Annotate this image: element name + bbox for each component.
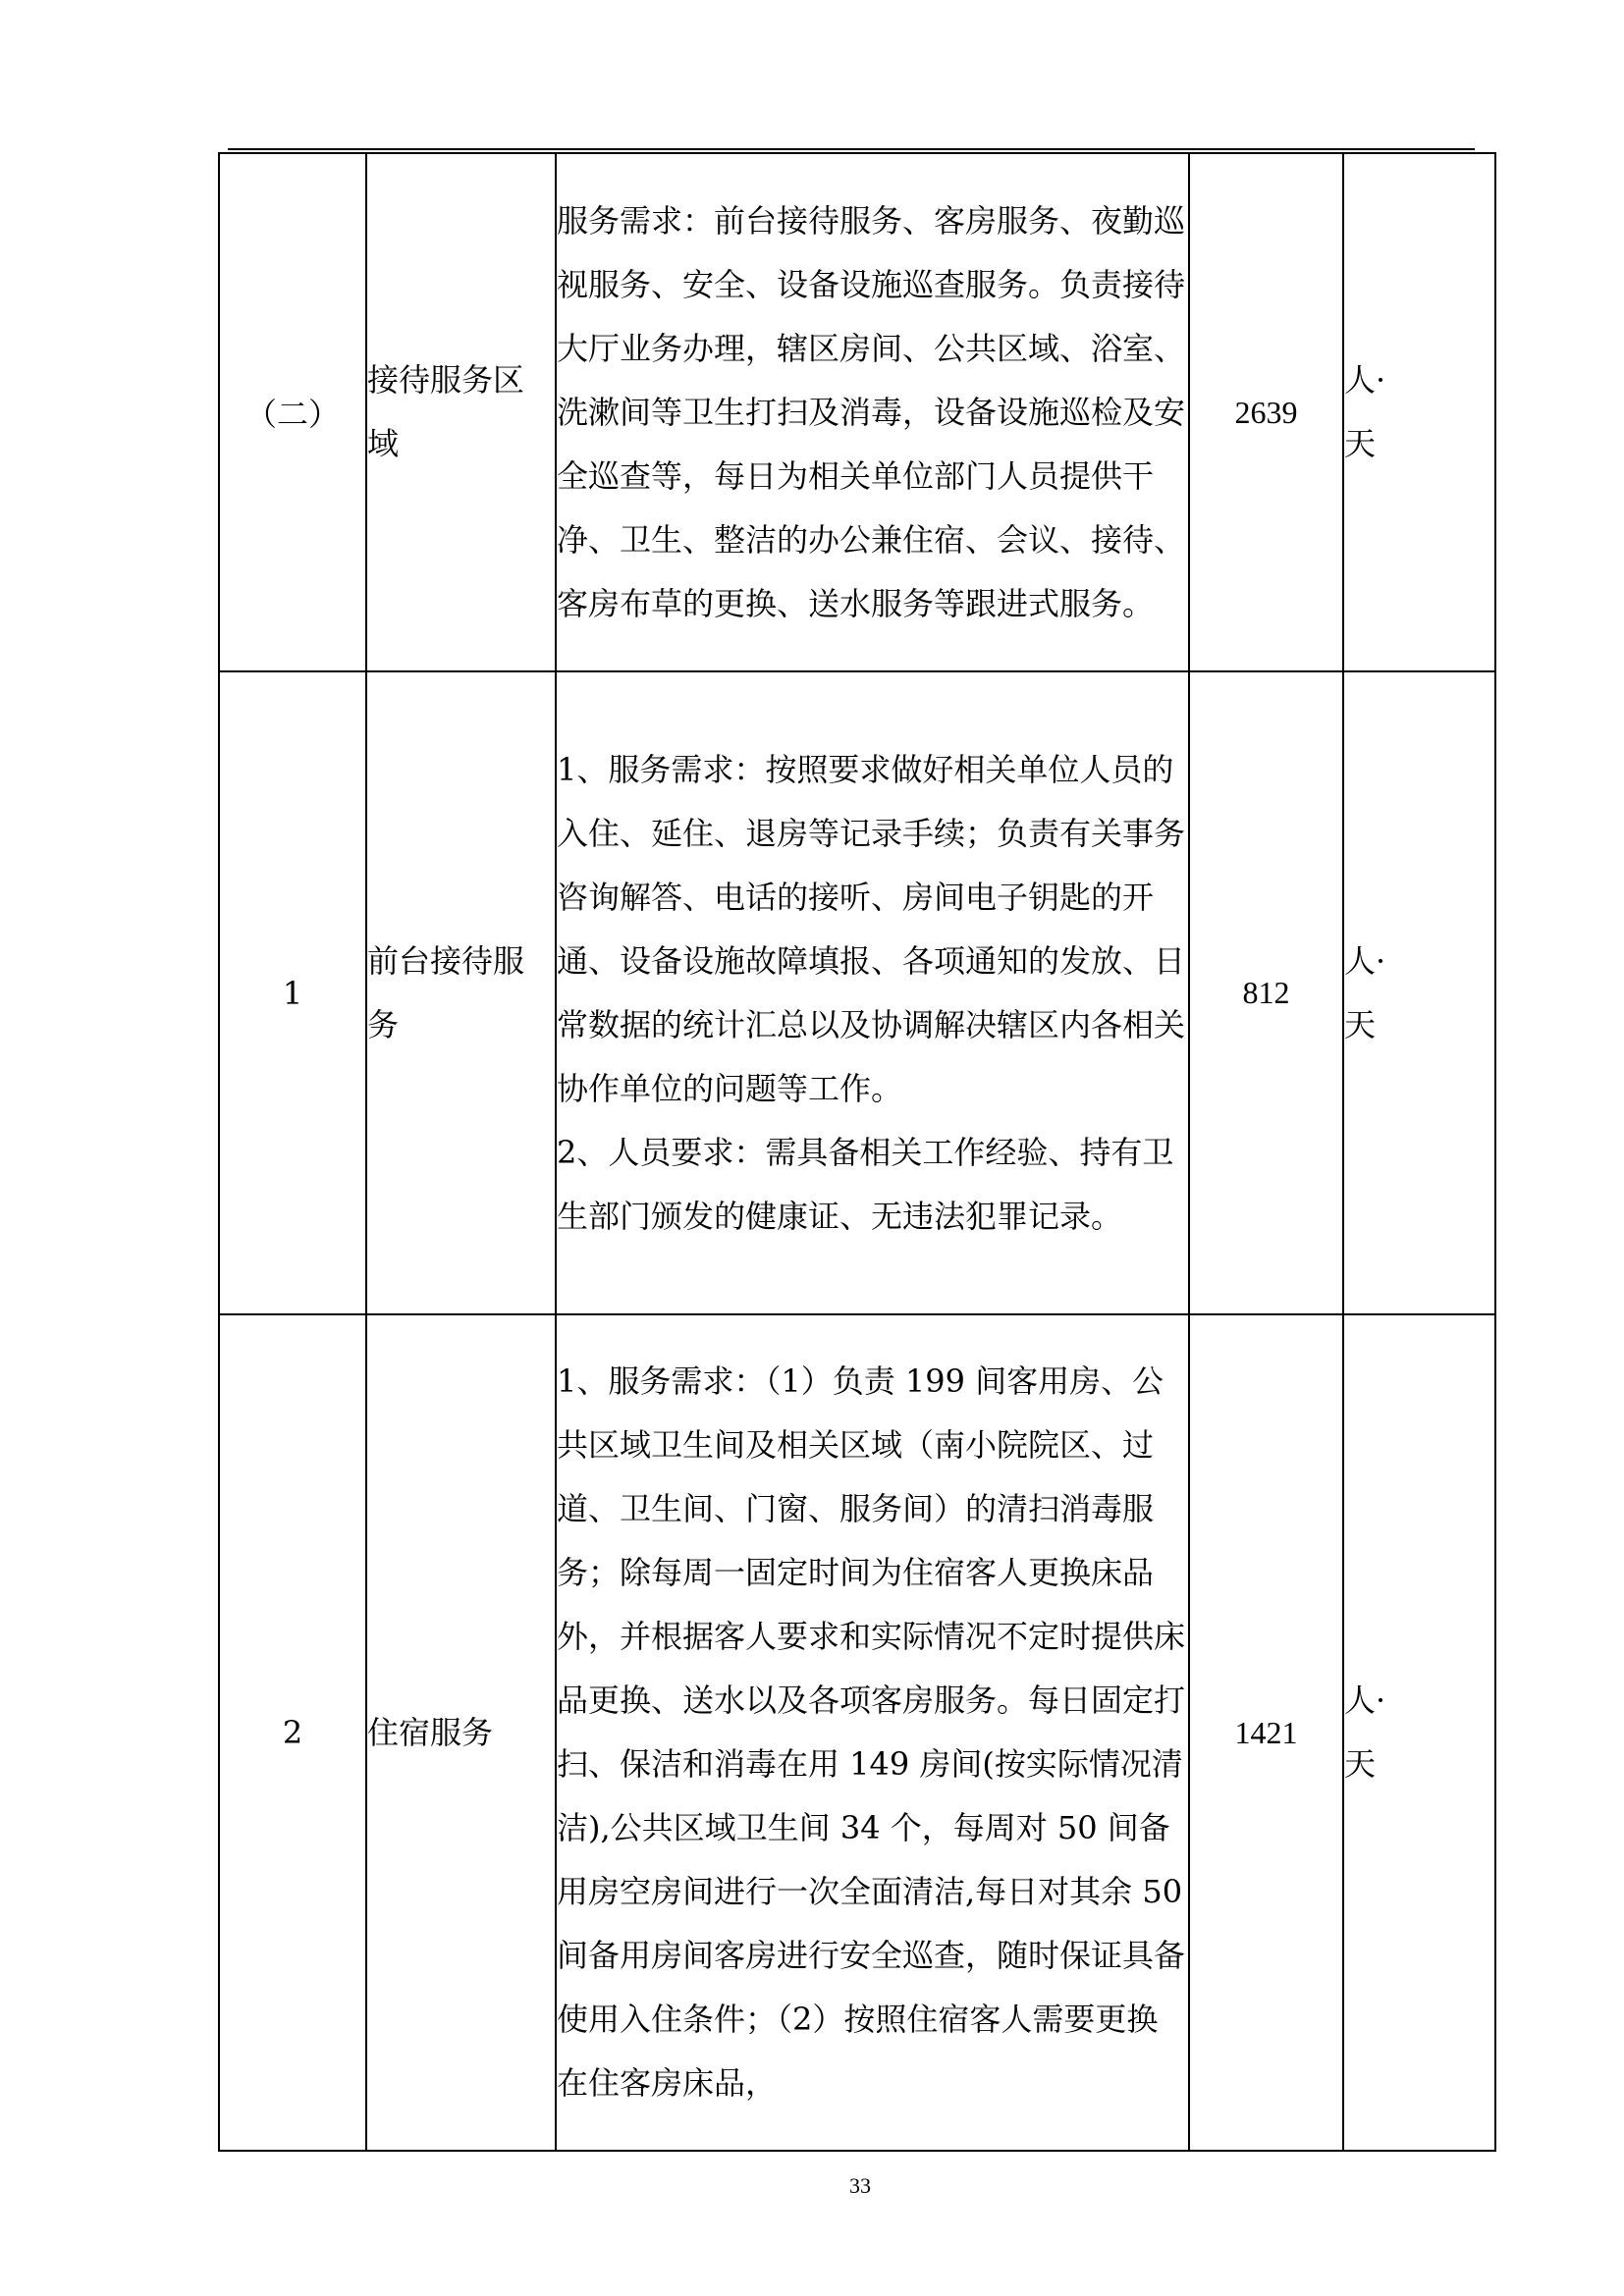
description-paragraph: 2、人员要求：需具备相关工作经验、持有卫生部门颁发的健康证、无违法犯罪记录。 bbox=[557, 1133, 1174, 1235]
unit-line: 人· bbox=[1344, 941, 1386, 980]
row-number: （二） bbox=[219, 153, 366, 671]
description-paragraph: 1、服务需求：按照要求做好相关单位人员的入住、延住、退房等记录手续；负责有关事务咨询解答、电话的接听、房间电子钥匙的开通、设备设施故障填报、各项通知的发放、日常数据的统计汇总以及协调解决辖区内各相关协作单位的问题等工作。 bbox=[557, 750, 1186, 1107]
unit bbox=[1343, 671, 1495, 1314]
unit-line: 天 bbox=[1344, 425, 1377, 462]
header-rule bbox=[228, 148, 1475, 150]
description-paragraph: 1、服务需求：（1）负责 199 间客用房、公共区域卫生间及相关区域（南小院院区、过道、卫生间、门窗、服务间）的清扫消毒服务；除每周一固定时间为住宿客人更换床品外，并根据客人要求和实际情况不定时提供床品更换、送水以及各项客房服务。每日固定打扫、保洁和消毒在用 149 房间(按实际情况清洁),公共区域卫生间 34 个，每周对 50 间备用房空房间进行一次全面清洁,每日对其余 50 间备用房间客房进行安全巡查，随时保证具备使用入住条件；（2）按照住宿客人需要更换在住客房床品， bbox=[557, 1362, 1186, 2102]
service-description bbox=[556, 153, 1189, 671]
table-row bbox=[219, 671, 1495, 1314]
unit-line: 天 bbox=[1344, 1745, 1377, 1783]
unit-line: 人· bbox=[1344, 1682, 1386, 1719]
service-item: 接待服务区域 bbox=[366, 153, 556, 671]
page-number: 33 bbox=[849, 2173, 871, 2198]
row-number: 2 bbox=[219, 1314, 366, 2151]
quantity: 1421 bbox=[1189, 1314, 1343, 2151]
service-item: 住宿服务 bbox=[366, 1314, 556, 2151]
quantity: 2639 bbox=[1189, 153, 1343, 671]
service-item: 前台接待服务 bbox=[366, 671, 556, 1314]
unit-line: 天 bbox=[1344, 1005, 1377, 1043]
unit bbox=[1343, 1314, 1495, 2151]
description-paragraph: 服务需求：前台接待服务、客房服务、夜勤巡视服务、安全、设备设施巡查服务。负责接待大厅业务办理，辖区房间、公共区域、浴室、洗漱间等卫生打扫及消毒，设备设施巡检及安全巡查等，每日为相关单位部门人员提供干净、卫生、整洁的办公兼住宿、会议、接待、客房布草的更换、送水服务等跟进式服务。 bbox=[557, 201, 1186, 622]
table-row bbox=[219, 1314, 1495, 2151]
service-table bbox=[218, 152, 1496, 2152]
quantity: 812 bbox=[1189, 671, 1343, 1314]
row-number: 1 bbox=[219, 671, 366, 1314]
service-description bbox=[556, 1314, 1189, 2151]
unit bbox=[1343, 153, 1495, 671]
service-description bbox=[556, 671, 1189, 1314]
table-row bbox=[219, 153, 1495, 671]
unit-line: 人· bbox=[1344, 361, 1386, 399]
